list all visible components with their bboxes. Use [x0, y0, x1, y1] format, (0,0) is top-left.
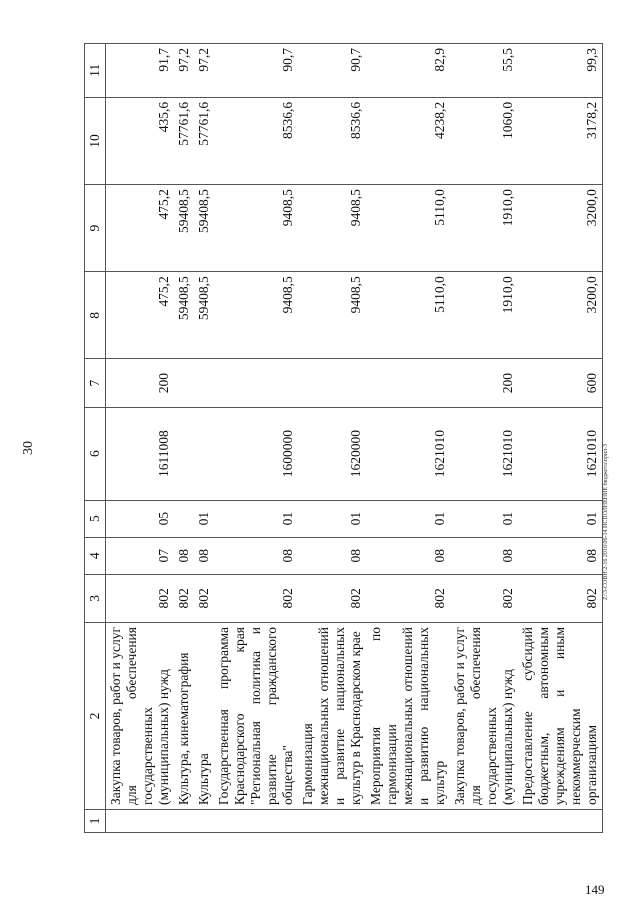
table-cell: 3178,2: [518, 97, 603, 184]
col-header-9: 9: [85, 185, 106, 272]
table-cell: 57761,6: [174, 97, 194, 184]
rotated-table-container: [84, 43, 599, 833]
table-cell: 802: [214, 574, 298, 622]
row-name-cell: Закупка товаров, работ и услуг для обеспечения государственных (муниципальных) нужд: [106, 623, 175, 810]
table-cell: 55,5: [450, 44, 518, 98]
col-header-1: 1: [85, 810, 106, 833]
table-cell: 600: [518, 359, 603, 407]
col-header-6: 6: [85, 407, 106, 500]
table-cell: 08: [174, 537, 194, 574]
table-cell: [366, 810, 450, 833]
table-cell: [194, 407, 214, 500]
budget-table: [84, 43, 603, 833]
row-name-cell: Мероприятия по гармонизации межнациональных отношений и развитию национальных культур: [366, 623, 450, 810]
table-cell: 08: [298, 537, 366, 574]
col-header-3: 3: [85, 574, 106, 622]
table-cell: [174, 500, 194, 537]
table-cell: 435,6: [106, 97, 175, 184]
table-cell: 01: [214, 500, 298, 537]
row-name-cell: Государственная программа Краснодарского края "Региональная политика и развитие гражданского общества": [214, 623, 298, 810]
table-cell: 08: [194, 537, 214, 574]
table-cell: 1060,0: [450, 97, 518, 184]
row-name-cell: Культура, кинематография: [174, 623, 194, 810]
row-name-cell: Гармонизация межнациональных отношений и развитие национальных культур в Краснодарском крае: [298, 623, 366, 810]
table-cell: 802: [106, 574, 175, 622]
table-cell: 59408,5: [194, 185, 214, 272]
table-cell: 97,2: [194, 44, 214, 98]
table-cell: 3200,0: [518, 185, 603, 272]
table-cell: 3200,0: [518, 272, 603, 359]
table-cell: [174, 407, 194, 500]
table-cell: 57761,6: [194, 97, 214, 184]
col-header-11: 11: [85, 44, 106, 98]
table-cell: 59408,5: [174, 272, 194, 359]
col-header-2: 2: [85, 623, 106, 810]
table-row: [106, 44, 175, 833]
table-cell: 1611008: [106, 407, 175, 500]
col-header-7: 7: [85, 359, 106, 407]
table-cell: 9408,5: [214, 272, 298, 359]
table-cell: 91,7: [106, 44, 175, 98]
table-row: [366, 44, 450, 833]
table-cell: 475,2: [106, 272, 175, 359]
row-name-cell: Культура: [194, 623, 214, 810]
table-row: [214, 44, 298, 833]
table-cell: 200: [450, 359, 518, 407]
table-row: [298, 44, 366, 833]
table-cell: 5110,0: [366, 185, 450, 272]
table-cell: 4238,2: [366, 97, 450, 184]
row-name-cell: Закупка товаров, работ и услуг для обеспечения государственных (муниципальных) нужд: [450, 623, 518, 810]
table-cell: 05: [106, 500, 175, 537]
table-cell: 5110,0: [366, 272, 450, 359]
table-cell: 802: [194, 574, 214, 622]
page-number: 30: [21, 441, 36, 455]
table-cell: 82,9: [366, 44, 450, 98]
table-cell: [450, 810, 518, 833]
table-cell: 1621010: [518, 407, 603, 500]
table-cell: [174, 359, 194, 407]
table-cell: 08: [450, 537, 518, 574]
table-cell: 01: [298, 500, 366, 537]
footer-page-number: 149: [585, 882, 605, 897]
table-cell: 59408,5: [174, 185, 194, 272]
table-cell: 1621010: [366, 407, 450, 500]
table-cell: 01: [366, 500, 450, 537]
table-row: [518, 44, 603, 833]
table-row: [450, 44, 518, 833]
table-cell: 1620000: [298, 407, 366, 500]
table-cell: 1600000: [214, 407, 298, 500]
table-cell: 475,2: [106, 185, 175, 272]
table-row: [174, 44, 194, 833]
table-cell: [174, 810, 194, 833]
col-header-8: 8: [85, 272, 106, 359]
file-path-note: Z:\3-COBH\2-16 2016\06-14 ИСПОЛНЕНИЕ бюджета\прил-3: [603, 443, 609, 600]
table-cell: 802: [450, 574, 518, 622]
table-row: [194, 44, 214, 833]
table-cell: [106, 810, 175, 833]
table-cell: [298, 359, 366, 407]
table-cell: [298, 810, 366, 833]
table-cell: 8536,6: [214, 97, 298, 184]
table-cell: 08: [214, 537, 298, 574]
table-cell: 08: [366, 537, 450, 574]
table-cell: 08: [518, 537, 603, 574]
table-cell: 1910,0: [450, 272, 518, 359]
col-header-10: 10: [85, 97, 106, 184]
table-cell: [214, 359, 298, 407]
table-cell: 1621010: [450, 407, 518, 500]
table-header-row: [85, 44, 106, 833]
row-name-cell: Предоставление субсидий бюджетным, автономным учреждениям и иным некоммерческим организациям: [518, 623, 603, 810]
table-cell: 200: [106, 359, 175, 407]
table-cell: 90,7: [214, 44, 298, 98]
table-cell: 90,7: [298, 44, 366, 98]
table-cell: 1910,0: [450, 185, 518, 272]
table-cell: [194, 810, 214, 833]
table-cell: 9408,5: [298, 272, 366, 359]
col-header-5: 5: [85, 500, 106, 537]
table-cell: 802: [298, 574, 366, 622]
table-cell: [194, 359, 214, 407]
table-cell: [214, 810, 298, 833]
table-cell: 97,2: [174, 44, 194, 98]
table-cell: [518, 810, 603, 833]
table-cell: 01: [518, 500, 603, 537]
table-cell: 07: [106, 537, 175, 574]
table-cell: 01: [450, 500, 518, 537]
table-cell: 8536,6: [298, 97, 366, 184]
table-cell: [366, 359, 450, 407]
table-cell: 01: [194, 500, 214, 537]
table-cell: 802: [174, 574, 194, 622]
table-cell: 802: [366, 574, 450, 622]
table-cell: 9408,5: [298, 185, 366, 272]
table-cell: 802: [518, 574, 603, 622]
table-cell: 9408,5: [214, 185, 298, 272]
table-cell: 59408,5: [194, 272, 214, 359]
col-header-4: 4: [85, 537, 106, 574]
table-cell: 99,3: [518, 44, 603, 98]
